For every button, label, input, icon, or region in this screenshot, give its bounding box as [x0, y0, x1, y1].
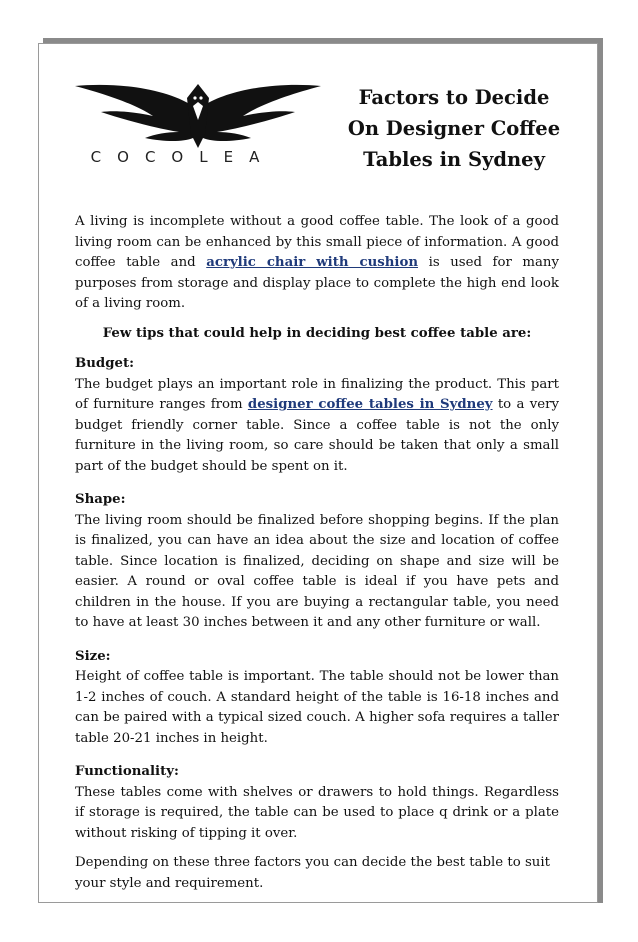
intro-text: A living is incomplete without a good coffee table. The look of a good living room can be enhanced by this small piece of information. A good coffee table and — [75, 214, 559, 270]
title-line: Factors to Decide — [358, 86, 550, 109]
intro-paragraph — [75, 212, 559, 315]
eagle-logo-icon — [75, 76, 321, 156]
intro-text-end: is used for many purposes from storage and display place to complete the high end look of a living room. — [75, 255, 559, 311]
budget-paragraph — [75, 375, 559, 478]
budget-heading: Budget: — [75, 356, 135, 371]
shape-paragraph: The living room should be finalized before shopping begins. If the plan is finalized, you can have an idea about the size and location of coffee table. Since location is finalized, deciding on shape and size will be easier. A round or oval coffee table is ideal if you have pets and children in the house. If you are buying a rectangular table, you need to have at least 30 inches between it and any other furniture or wall. — [75, 512, 559, 630]
conclusion-paragraph: Depending on these three factors you can decide the best table to suit your style and requirement. — [75, 855, 550, 891]
title-line: On Designer Coffee — [347, 117, 561, 140]
cocolea-logo — [75, 76, 321, 188]
article-body — [75, 212, 559, 903]
functionality-paragraph: These tables come with shelves or drawers to hold things. Regardless if storage is required, the table can be used to place q drink or a plate without risking of tipping it over. — [75, 784, 559, 841]
functionality-heading: Functionality: — [75, 764, 179, 779]
size-heading: Size: — [75, 648, 111, 664]
functionality-section — [75, 762, 559, 844]
page-title — [344, 82, 564, 175]
budget-text: The budget plays an important role in finalizing the product. This part of furniture ranges from — [75, 376, 559, 412]
title-line: Tables in Sydney — [363, 148, 545, 171]
shape-heading: Shape: — [75, 492, 126, 507]
brand-name: COCOLEA — [90, 148, 276, 166]
acrylic-chair-link[interactable]: acrylic chair with cushion — [206, 255, 419, 270]
size-paragraph: Height of coffee table is important. The table should not be lower than 1-2 inches of couch. A standard height of the table is 16-18 inches and can be paired with a typical sized couch. A higher sofa requires a taller table 20-21 inches in height. — [75, 669, 559, 746]
size-section — [75, 647, 559, 750]
budget-section — [75, 354, 559, 477]
document-page — [38, 43, 598, 903]
shape-section — [75, 490, 559, 634]
tips-heading: Few tips that could help in deciding best coffee table are: — [102, 325, 532, 341]
designer-coffee-tables-link[interactable]: designer coffee tables in Sydney — [247, 397, 493, 412]
budget-text-end: to a very budget friendly corner table. Since a coffee table is not the only furniture in the living room, so care should be taken that only a small part of the budget should be spent on it. — [75, 397, 559, 474]
